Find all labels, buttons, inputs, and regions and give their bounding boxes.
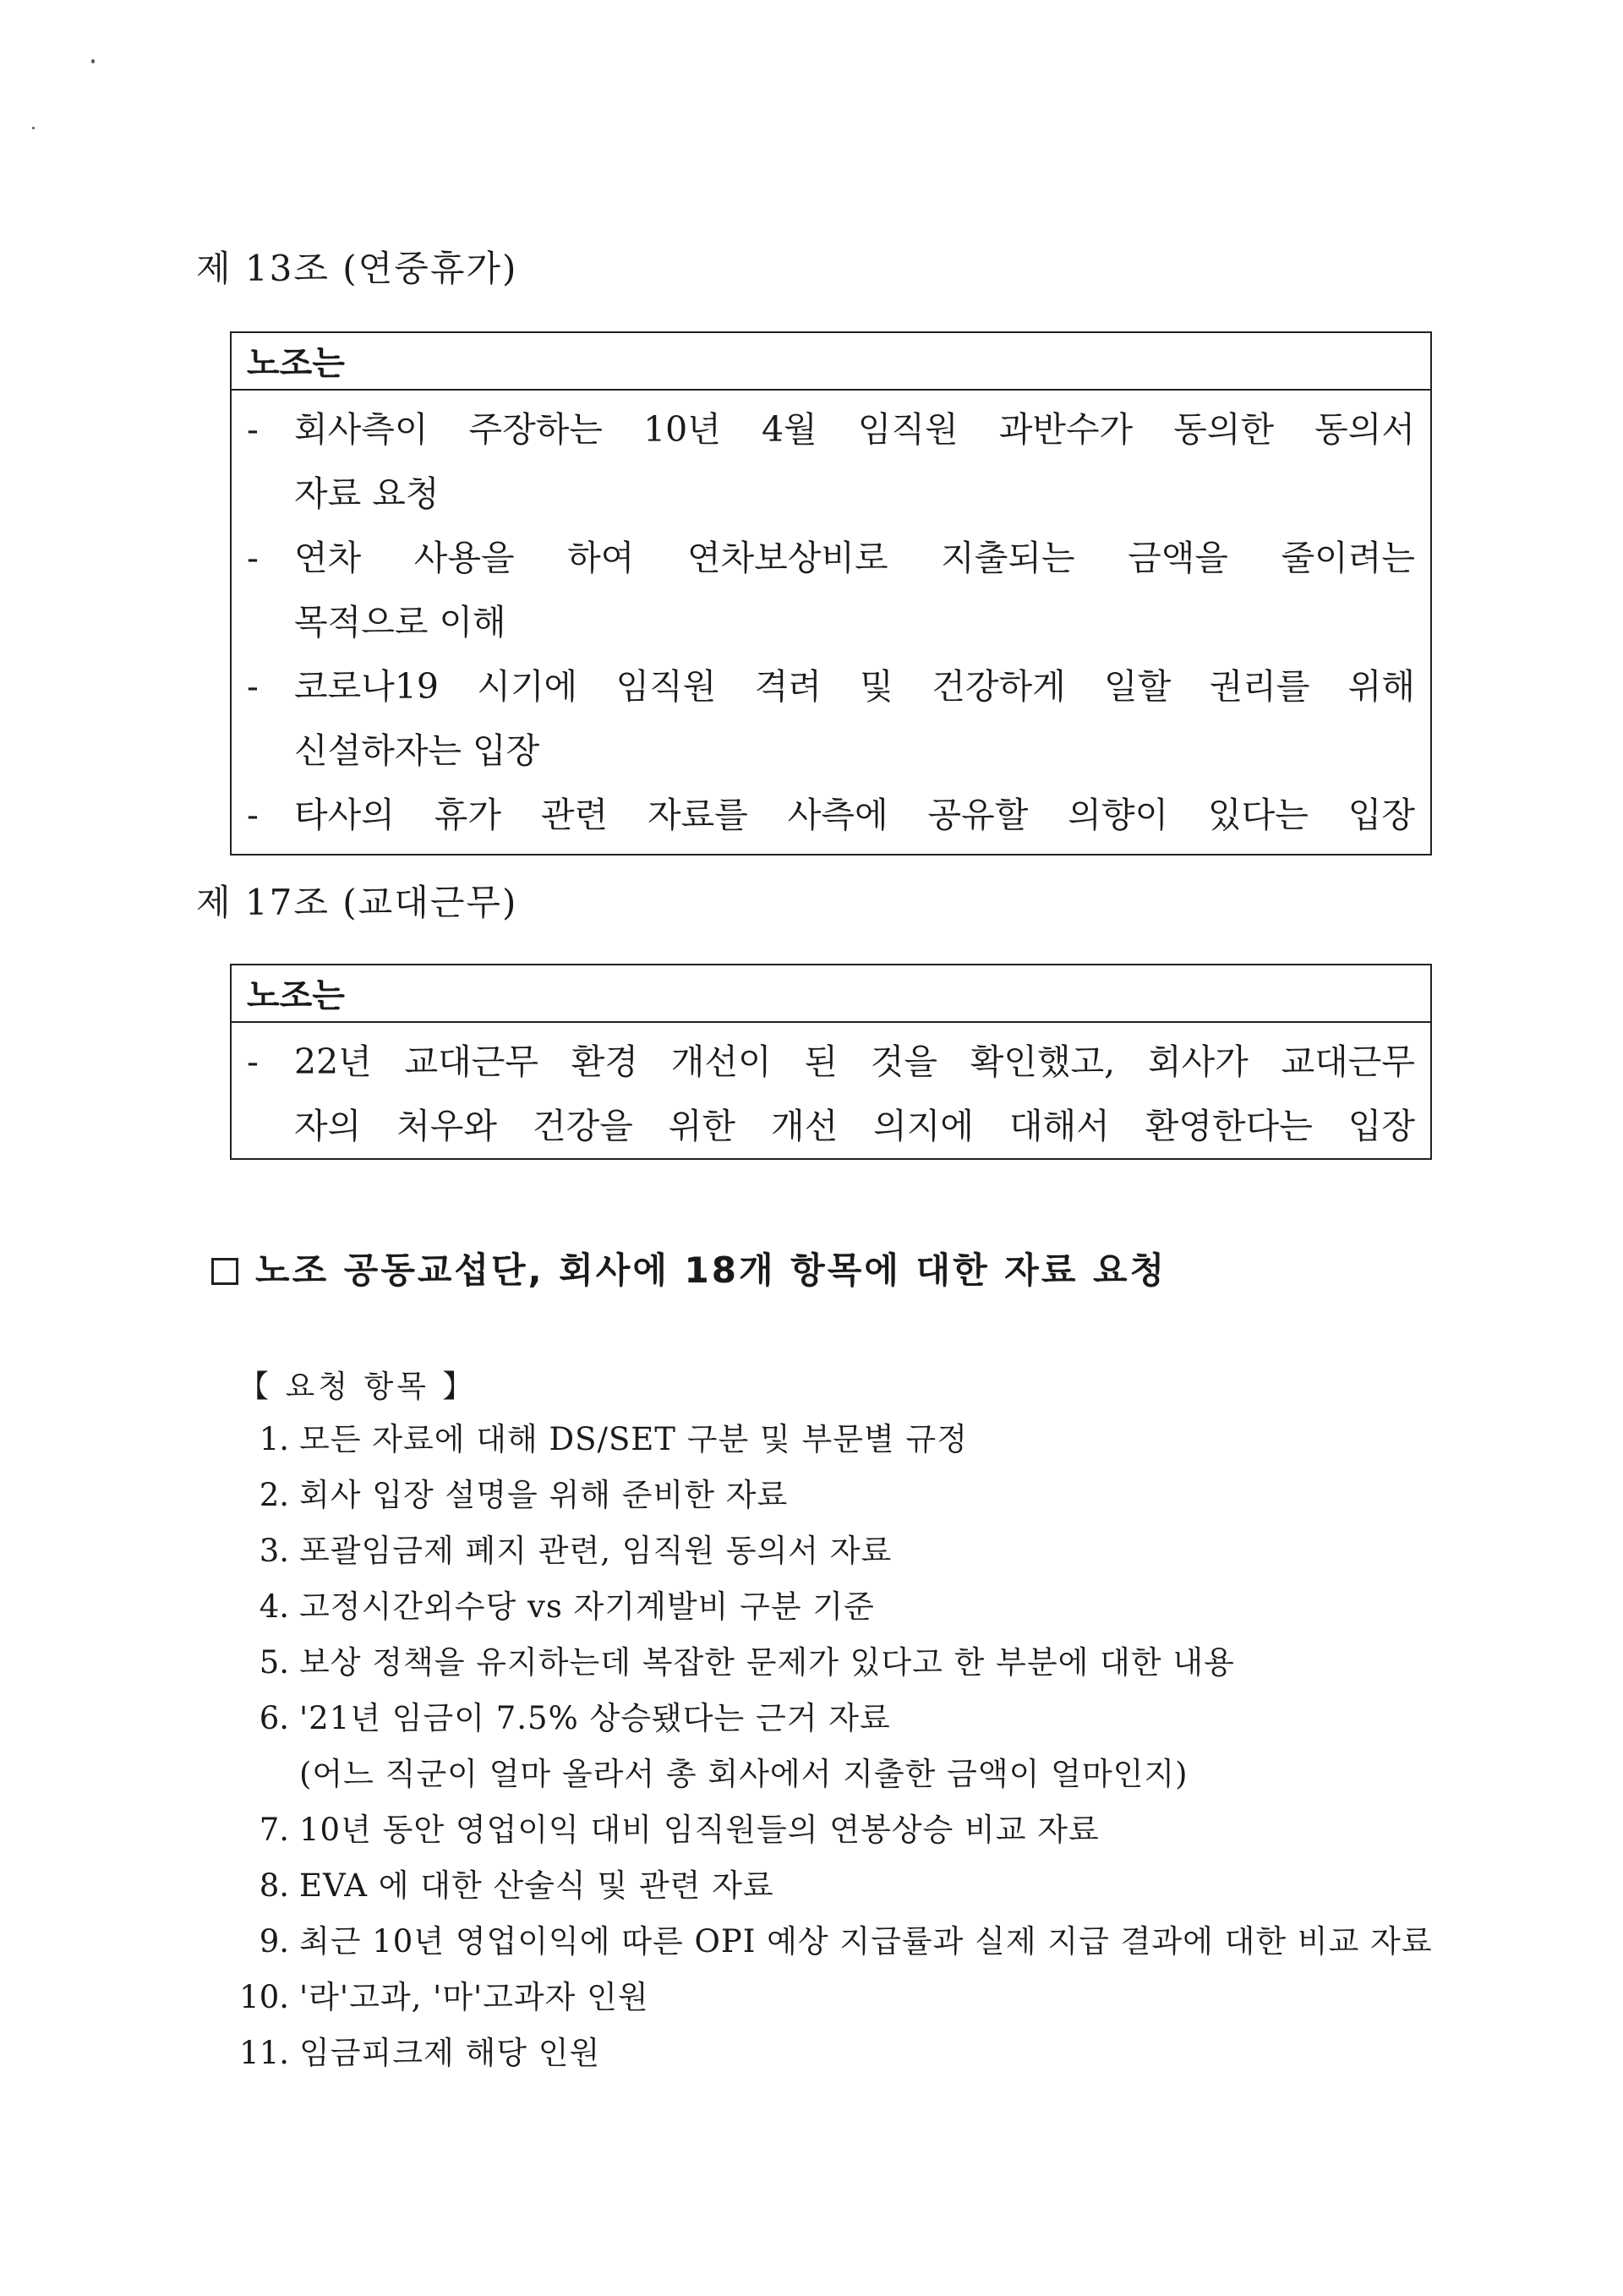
bullet-dash: -: [247, 1041, 259, 1082]
bullet-line: 신설하자는 입장: [294, 730, 540, 771]
scan-speck: [32, 127, 35, 129]
bullet-line: 타사의 휴가 관련 자료를 사측에 공유할 의향이 있다는 입장: [294, 795, 1415, 835]
list-item-subtext: (어느 직군이 얼마 올라서 총 회사에서 지출한 금액이 얼마인지): [299, 1756, 1189, 1792]
list-item-text: 모든 자료에 대해 DS/SET 구분 및 부문별 규정: [299, 1421, 968, 1457]
bullet-line: 목적으로 이해: [294, 602, 506, 642]
list-item-number: 7.: [259, 1812, 289, 1848]
article-17-box-body: [232, 1023, 1430, 1163]
list-item: [238, 1468, 1439, 1523]
request-section-heading-text: 노조 공동교섭단, 회사에 18개 항목에 대한 자료 요청: [255, 1249, 1167, 1291]
article-17-title: 제 17조 (교대근무): [196, 882, 518, 923]
bullet-line: 자의 처우와 건강을 위한 개선 의지에 대해서 환영한다는 입장: [294, 1106, 1415, 1146]
list-item-text: 보상 정책을 유지하는데 복잡한 문제가 있다고 한 부분에 대한 내용: [299, 1644, 1235, 1681]
list-item: [238, 1635, 1439, 1691]
scan-speck: [91, 59, 95, 63]
article-13-box: [230, 331, 1432, 856]
bullet-item: [247, 397, 1415, 526]
list-item: [238, 1858, 1439, 1914]
list-item-text: 포괄임금제 폐지 관련, 임직원 동의서 자료: [299, 1533, 893, 1569]
bullet-dash: -: [247, 666, 259, 707]
request-items-label: 【 요청 항목 】: [238, 1369, 477, 1404]
list-item: [238, 1691, 1439, 1747]
bullet-item: [247, 783, 1415, 847]
list-item: [238, 1412, 1439, 1468]
list-item-number: 5.: [259, 1644, 289, 1681]
list-item-number: 11.: [239, 2035, 289, 2071]
list-item: [238, 1579, 1439, 1635]
article-13-title: 제 13조 (연중휴가): [196, 248, 518, 289]
list-item: [238, 1802, 1439, 1858]
list-item: [238, 1523, 1439, 1579]
article-17-box-header: 노조는: [232, 965, 1430, 1023]
list-item-number: 3.: [259, 1533, 289, 1569]
bullet-line: 자료 요청: [294, 473, 440, 514]
bullet-line: 코로나19 시기에 임직원 격려 및 건강하게 일할 권리를 위해: [294, 666, 1415, 707]
bullet-item: [247, 526, 1415, 654]
list-item-text: 고정시간외수당 vs 자기계발비 구분 기준: [299, 1588, 875, 1625]
list-item-number: 2.: [259, 1477, 289, 1513]
list-item-text: 최근 10년 영업이익에 따른 OPI 예상 지급률과 실제 지급 결과에 대한 비교 자료: [299, 1923, 1433, 1960]
list-item-text: 10년 동안 영업이익 대비 임직원들의 연봉상승 비교 자료: [299, 1812, 1100, 1848]
bullet-item: [247, 654, 1415, 783]
checkbox-square-icon: [211, 1258, 238, 1285]
bullet-line: 연차 사용을 하여 연차보상비로 지출되는 금액을 줄이려는: [294, 538, 1415, 578]
bullet-dash: -: [247, 409, 259, 450]
article-17-box: [230, 964, 1432, 1160]
list-item-number: 1.: [259, 1421, 289, 1457]
request-section-heading: [211, 1243, 1167, 1293]
article-13-box-header: 노조는: [232, 333, 1430, 391]
request-items-list: [238, 1412, 1439, 2081]
bullet-item: [247, 1030, 1415, 1158]
bullet-line: 회사측이 주장하는 10년 4월 임직원 과반수가 동의한 동의서: [294, 409, 1415, 450]
list-item-number: 9.: [259, 1923, 289, 1960]
list-item-number: 10.: [239, 1979, 289, 2015]
bullet-line: 22년 교대근무 환경 개선이 된 것을 확인했고, 회사가 교대근무: [294, 1041, 1415, 1082]
list-item-text: '라'고과, '마'고과자 인원: [299, 1979, 649, 2015]
bullet-dash: -: [247, 795, 259, 835]
list-item: [238, 2025, 1439, 2081]
list-item-text: '21년 임금이 7.5% 상승됐다는 근거 자료: [299, 1700, 891, 1736]
list-item: [238, 1914, 1439, 1970]
list-item-text: 임금피크제 해당 인원: [299, 2035, 601, 2071]
list-item-text: EVA 에 대한 산술식 및 관련 자료: [299, 1867, 774, 1904]
article-13-box-body: [232, 391, 1430, 852]
list-item: [238, 1970, 1439, 2025]
list-item-number: 4.: [259, 1588, 289, 1625]
bullet-dash: -: [247, 538, 259, 578]
list-item-number: 6.: [259, 1700, 289, 1736]
list-item-number: 8.: [259, 1867, 289, 1904]
list-item-text: 회사 입장 설명을 위해 준비한 자료: [299, 1477, 789, 1513]
